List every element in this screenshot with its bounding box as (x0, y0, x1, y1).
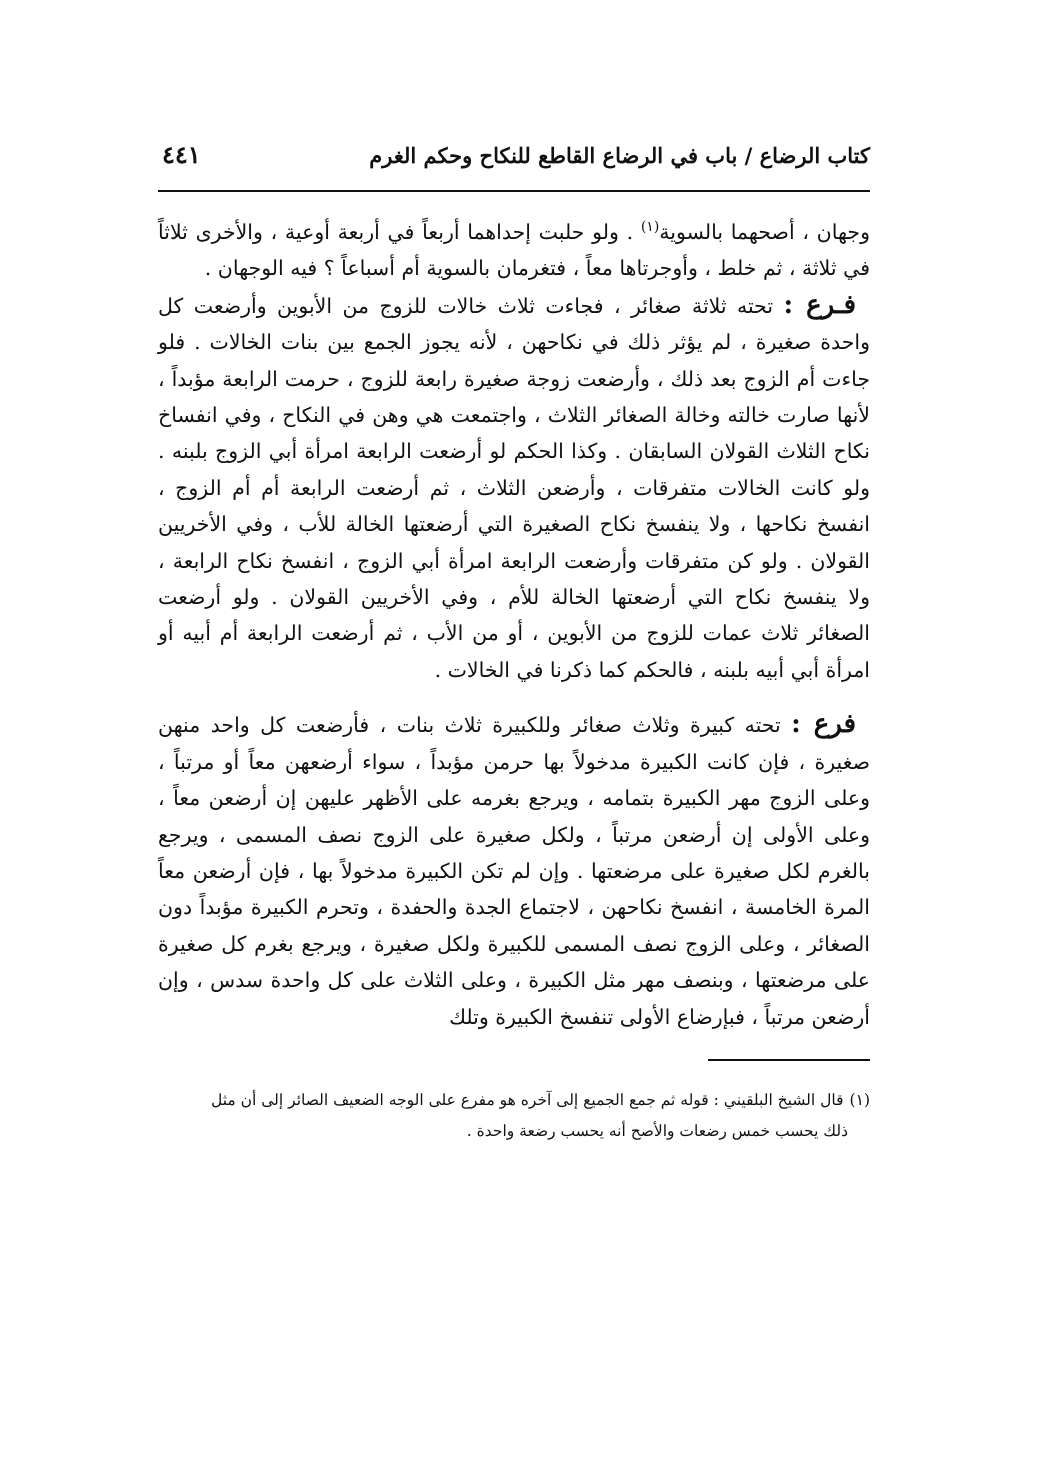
paragraph-3 (158, 706, 870, 1035)
page-number: ٤٤١ (162, 140, 201, 169)
section-label-far: فـرع : (783, 289, 857, 320)
paragraph-1 (158, 214, 870, 287)
footnote (158, 1085, 870, 1147)
paragraph-2-text: تحته ثلاثة صغائر ، فجاءت ثلاث خالات للزوج من الأبوين وأرضعت كل واحدة صغيرة ، لم يؤثر ذلك في نكاحهن ، لأنه يجوز الجمع بين بنات الخالات . فلو جاءت أم الزوج بعد ذلك ، وأرضعت زوجة صغيرة رابعة للزوج ، حرمت الرابعة مؤبداً ، لأنها صارت خالته وخالة الصغائر الثلاث ، واجتمعت هي وهن في النكاح ، وفي انفساخ نكاح الثلاث القولان السابقان . وكذا الحكم لو أرضعت الرابعة امرأة أبي الزوج بلبنه . ولو كانت الخالات متفرقات ، وأرضعن الثلاث ، ثم أرضعت الرابعة أم أم الزوج ، انفسخ نكاحها ، ولا ينفسخ نكاح الصغيرة التي أرضعتها الخالة للأب ، وفي الأخريين القولان . ولو كن متفرقات وأرضعت الرابعة امرأة أبي الزوج ، انفسخ نكاح الرابعة ، ولا ينفسخ نكاح التي أرضعتها الخالة للأم ، وفي الأخريين القولان . ولو أرضعت الصغائر ثلاث عمات للزوج من الأبوين ، أو من الأب ، ثم أرضعت الرابعة أم أبيه أو امرأة أبي أبيه بلبنه ، فالحكم كما ذكرنا في الخالات . (158, 293, 870, 682)
paragraph-3-text: تحته كبيرة وثلاث صغائر وللكبيرة ثلاث بنات ، فأرضعت كل واحد منهن صغيرة ، فإن كانت الكبيرة مدخولاً بها حرمن مؤبداً ، سواء أرضعهن معاً أو مرتباً ، وعلى الزوج مهر الكبيرة بتمامه ، ويرجع بغرمه على الأظهر عليهن إن أرضعن معاً ، وعلى الأولى إن أرضعن مرتباً ، ولكل صغيرة على الزوج نصف المسمى ، ويرجع بالغرم لكل صغيرة على مرضعتها . وإن لم تكن الكبيرة مدخولاً بها ، فإن أرضعن معاً المرة الخامسة ، انفسخ نكاحهن ، لاجتماع الجدة والحفدة ، وتحرم الكبيرة مؤبداً دون الصغائر ، وعلى الزوج نصف المسمى للكبيرة ولكل صغيرة ، ويرجع بغرم كل صغيرة على مرضعتها ، وبنصف مهر مثل الكبيرة ، وعلى الثلاث على كل واحدة سدس ، وإن أرضعن مرتباً ، فبإرضاع الأولى تنفسخ الكبيرة وتلك (158, 713, 870, 1029)
footnote-separator (708, 1059, 870, 1061)
section-label-far-2: فرع : (791, 709, 857, 740)
footnote-text-2: ذلك يحسب خمس رضعات والأصح أنه يحسب رضعة واحدة . (466, 1121, 848, 1140)
footnote-reference[interactable]: (١) (640, 219, 660, 236)
running-header (158, 140, 870, 192)
main-text (158, 214, 870, 1035)
header-title: كتاب الرضاع / باب في الرضاع القاطع للنكاح وحكم الغرم (369, 143, 870, 168)
paragraph-2 (158, 287, 870, 688)
footnote-text-1: قال الشيخ البلقيني : قوله ثم جمع الجميع إلى آخره هو مفرع على الوجه الضعيف الصائر إلى أن مثل (211, 1090, 844, 1109)
footnote-line-1 (158, 1085, 870, 1116)
book-page (158, 140, 870, 1147)
paragraph-1-rest: . ولو حلبت إحداهما أربعاً في أربعة أوعية ، والأخرى ثلاثاً في ثلاثة ، ثم خلط ، وأوجرتاها معاً ، فتغرمان بالسوية أم أسباعاً ؟ فيه الوجهان . (158, 220, 870, 281)
footnote-line-2 (158, 1116, 870, 1147)
paragraph-1-start: وجهان ، أصحهما بالسوية (659, 220, 870, 244)
footnote-number: (١) (849, 1090, 870, 1109)
